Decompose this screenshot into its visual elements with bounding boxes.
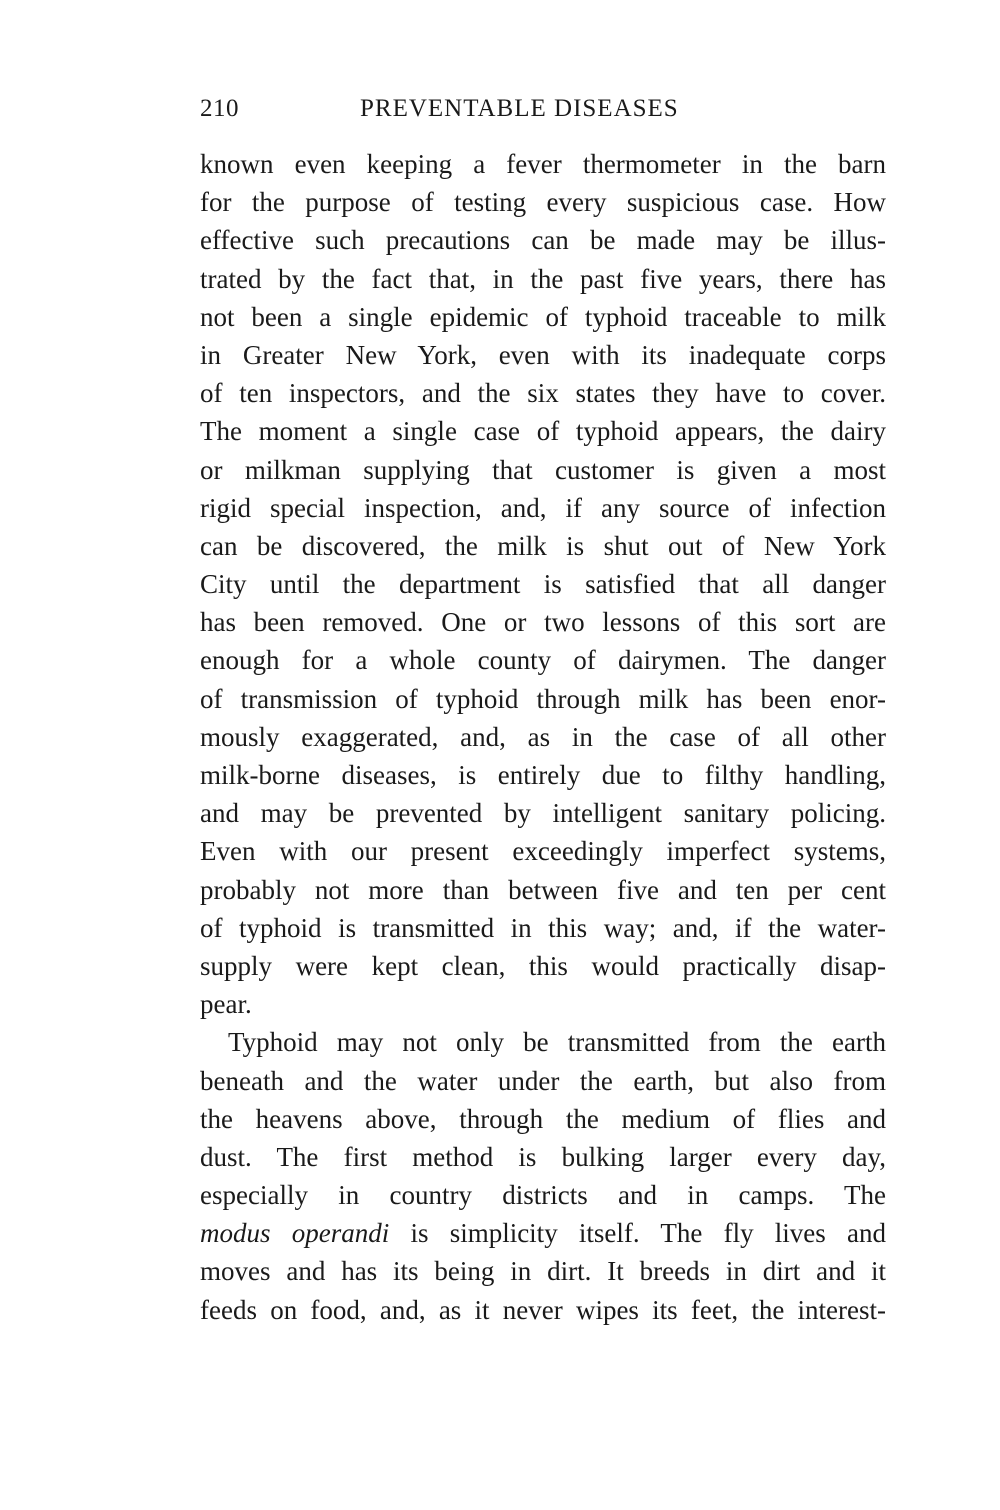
text-line: City until the department is satisfied that all danger: [200, 569, 886, 600]
text-line-modus: [200, 1214, 886, 1252]
text-line: Even with our present exceedingly imperfect systems,: [200, 836, 886, 867]
text-line: supply were kept clean, this would practically disap-: [200, 950, 886, 981]
text-line: or milkman supplying that customer is given a most: [200, 454, 886, 485]
text-line: of transmission of typhoid through milk has been enor-: [200, 683, 886, 714]
text-line: dust. The first method is bulking larger every day,: [200, 1141, 886, 1172]
text-line: moves and has its being in dirt. It breeds in dirt and it: [200, 1256, 886, 1287]
text-line: of typhoid is transmitted in this way; and, if the water-: [200, 912, 886, 943]
page-number: 210: [200, 95, 239, 122]
text-line: the heavens above, through the medium of flies and: [200, 1103, 886, 1134]
text-line: pear.: [200, 989, 252, 1020]
text-line: rigid special inspection, and, if any source of infection: [200, 492, 886, 523]
text-line: can be discovered, the milk is shut out of New York: [200, 530, 886, 561]
paragraph-1: [200, 145, 886, 1023]
running-head: [200, 92, 886, 126]
text-line: not been a single epidemic of typhoid traceable to milk: [200, 301, 886, 332]
text-line: of ten inspectors, and the six states they have to cover.: [200, 378, 886, 409]
text-line: for the purpose of testing every suspicious case. How: [200, 187, 886, 218]
body-text: [200, 145, 886, 1329]
text-line: effective such precautions can be made may be illus-: [200, 225, 886, 256]
text-line: The moment a single case of typhoid appears, the dairy: [200, 416, 886, 447]
text-segment: is simplicity itself. The fly lives and: [389, 1218, 886, 1249]
text-line: mously exaggerated, and, as in the case of all other: [200, 721, 886, 752]
italic-phrase: modus operandi: [200, 1218, 390, 1249]
text-line: and may be prevented by intelligent sanitary policing.: [200, 798, 886, 829]
text-line: enough for a whole county of dairymen. The danger: [200, 645, 886, 676]
text-line: known even keeping a fever thermometer in the barn: [200, 149, 886, 179]
text-line: especially in country districts and in camps. The: [200, 1180, 886, 1211]
text-line: in Greater New York, even with its inadequate corps: [200, 339, 886, 370]
text-line: feeds on food, and, as it never wipes its feet, the interest-: [200, 1294, 886, 1325]
running-title: PREVENTABLE DISEASES: [360, 95, 679, 122]
text-line: trated by the fact that, in the past five years, there has: [200, 263, 886, 294]
text-line: Typhoid may not only be transmitted from the earth: [228, 1027, 886, 1058]
text-line: beneath and the water under the earth, but also from: [200, 1065, 886, 1096]
text-line: has been removed. One or two lessons of this sort are: [200, 607, 886, 638]
text-line: probably not more than between five and ten per cent: [200, 874, 886, 905]
paragraph-2: [200, 1023, 886, 1329]
text-line: milk-borne diseases, is entirely due to filthy handling,: [200, 760, 886, 790]
